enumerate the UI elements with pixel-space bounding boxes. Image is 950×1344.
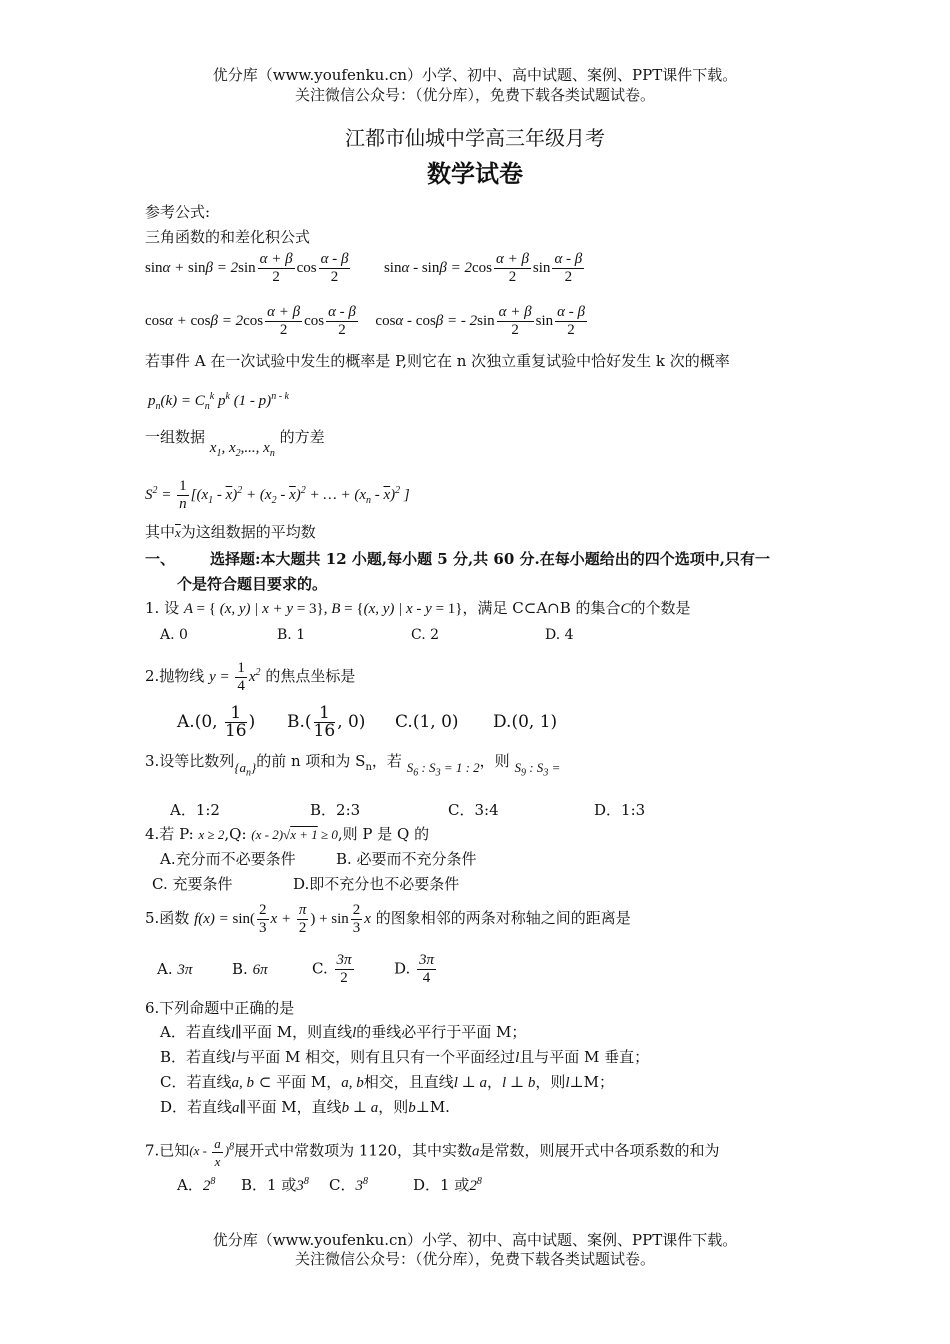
q6-b-part2: 与平面 M 相交，则有且只有一个平面经过 <box>235 1048 516 1066</box>
condition-q: (x - 2)√x + 1 ≥ 0 <box>251 827 338 842</box>
footer-line-2: 关注微信公众号：（优分库），免费下载各类试题试卷。 <box>294 1250 655 1268</box>
q6-c-part5: ⊥M； <box>569 1073 614 1091</box>
q6-a-part2: ∥平面 M，则直线 <box>235 1023 353 1041</box>
q5-option-b[interactable]: B. 6π <box>232 959 268 978</box>
line-l: l <box>352 1025 357 1041</box>
question-7-options <box>177 1173 482 1195</box>
q6-d-part4: ⊥M. <box>415 1098 450 1116</box>
question-3-options <box>170 801 645 819</box>
q2-option-a[interactable]: A.(0, $\frac{1}{16}$ ) <box>177 703 256 741</box>
q1-end: 的个数是 <box>630 599 691 617</box>
section-instructions-line1: 选择题:本大题共 12 小题,每小题 5 分,共 60 分.在每小题给出的四个选项中,只有一 <box>210 550 770 568</box>
variance-formula: $S^2$ = $\frac{1}{n}$ [$(x_1 - \overline{x})^2 + (x_2 - \overline{x})^2$ + … + $(x_n - \overline{x})^2$ ] <box>145 478 410 512</box>
variance-text <box>145 428 325 459</box>
constant-a: a <box>472 1143 480 1160</box>
q3-mid2: ，若 <box>371 752 402 770</box>
q5-suffix: 的图象相邻的两条对称轴之间的距离是 <box>375 908 631 927</box>
line-a: a <box>232 1100 240 1116</box>
trig-heading: 三角函数的和差化积公式 <box>145 228 311 246</box>
q6-option-c[interactable]: C．若直线a, b ⊂ 平面 M，a, b相交，且直线l ⊥ a，l ⊥ b，则l⊥M； <box>160 1073 614 1091</box>
formula-heading: 参考公式: <box>145 203 211 221</box>
q6-b-part3: 且与平面 M 垂直； <box>519 1048 650 1066</box>
q5-label-c: C. <box>312 959 328 978</box>
sum-to-product-formula-1: sinα + sinβ = 2sin $\frac{\alpha + \beta}{2}$ cos $\frac{\alpha - \beta}{2}$ sinα - sinβ = 2cos $\frac{\alpha + \beta}{2}$ sin $\frac{\alpha - \beta}{2}$ <box>145 251 583 285</box>
q6-c-part1: C．若直线 <box>160 1073 232 1091</box>
ratio-s9-s3: $S_9$ : $S_3$ = <box>514 760 561 779</box>
question-2-stem <box>145 660 355 695</box>
q5-option-c[interactable]: C. $\frac{3\pi}{2}$ <box>312 952 352 986</box>
q6-option-d[interactable] <box>160 1098 450 1117</box>
q7-option-b[interactable]: B．1 或$3^8$ <box>241 1176 309 1194</box>
q6-a-part3: 的垂线必平行于平面 M； <box>356 1023 527 1041</box>
question-3-stem <box>145 752 560 777</box>
q4-option-a[interactable]: A.充分而不必要条件 <box>160 850 296 868</box>
footer-line-1: 优分库（www.youfenku.cn）小学、初中、高中试题、案例、PPT课件下载。 <box>212 1231 738 1249</box>
variance-text-b: 的方差 <box>279 428 325 446</box>
exam-title: 江都市仙城中学高三年级月考 <box>345 126 605 150</box>
q3-sub: n <box>365 762 372 773</box>
line-l: l <box>565 1075 570 1091</box>
q6-a-part1: A．若直线 <box>160 1023 231 1041</box>
probability-text: 若事件 A 在一次试验中发生的概率是 P,则它在 n 次独立重复试验中恰好发生 k 次的概率 <box>145 352 730 370</box>
mean-symbol: $\overline{x}$ <box>175 525 181 540</box>
q3-option-d[interactable]: D．1:3 <box>594 801 646 819</box>
q7-suffix2: 是常数，则展开式中各项系数的和为 <box>479 1141 720 1160</box>
q1-option-b[interactable]: B. 1 <box>277 627 306 643</box>
q1-option-a[interactable]: A. 0 <box>160 627 188 643</box>
line-l: l <box>230 1025 236 1041</box>
q6-d-part1: D．若直线 <box>160 1098 233 1116</box>
q6-option-b[interactable] <box>160 1048 649 1067</box>
q6-c-part2: ⊂ 平面 M， <box>258 1073 342 1091</box>
line-b: b <box>408 1100 416 1116</box>
q4-option-d[interactable]: D.即不充分也不必要条件 <box>293 875 460 893</box>
q5-label-b: B. <box>232 959 248 978</box>
question-1-stem <box>145 599 691 618</box>
q7-suffix: 展开式中常数项为 1120，其中实数 <box>234 1141 473 1160</box>
q4-suffix: ,则 P 是 Q 的 <box>337 825 430 843</box>
q7-option-a[interactable]: A．$2^8$ <box>177 1176 216 1194</box>
perp-l-b: l ⊥ b <box>502 1075 536 1091</box>
perp-l-a: l ⊥ a <box>453 1075 488 1091</box>
question-7-stem <box>145 1135 720 1170</box>
lines-a-b: a, b <box>231 1075 254 1091</box>
q2-label-c: C. <box>395 712 413 732</box>
function-definition: f(x) = sin( $\frac{2}{3}$ x + $\frac{\pi}{2}$ ) + sin $\frac{2}{3}$ x <box>194 902 371 936</box>
q7-label-d: D．1 或 <box>413 1176 470 1194</box>
q3-prefix: 3.设等比数列 <box>145 752 235 770</box>
exam-subject: 数学试卷 <box>427 159 523 188</box>
q5-label-a: A. <box>157 959 173 978</box>
q2-prefix: 2.抛物线 <box>145 666 205 685</box>
question-1-options <box>160 626 574 644</box>
q3-option-b[interactable]: B．2:3 <box>310 801 361 819</box>
header-line-1: 优分库（www.youfenku.cn）小学、初中、高中试题、案例、PPT课件下载。 <box>212 66 738 84</box>
set-a-definition: A = { (x, y) | x + y = 3}, B = {(x, y) | x - y = 1} <box>183 601 463 617</box>
question-6-stem: 6.下列命题中正确的是 <box>145 999 295 1017</box>
q2-option-b[interactable]: B.( $\frac{1}{16}$ , 0) <box>287 703 366 741</box>
q5-label-d: D. <box>394 959 411 978</box>
sum-to-product-formula-2: cosα + cosβ = 2cos $\frac{\alpha + \beta}{2}$ cos $\frac{\alpha - \beta}{2}$ cosα - cosβ = - 2sin $\frac{\alpha + \beta}{2}$ sin $\frac{\alpha - \beta}{2}$ <box>145 304 585 338</box>
header-line-2: 关注微信公众号：（优分库），免费下载各类试题试卷。 <box>294 86 655 104</box>
q4-prefix: 4.若 P: <box>145 825 194 843</box>
q2-suffix: 的焦点坐标是 <box>265 666 356 685</box>
binomial-formula: $p_n(k) = C_n^k$ $p^k$ (1 - p)$^{n - k}$ <box>148 391 289 412</box>
q3-option-c[interactable]: C．3:4 <box>448 801 499 819</box>
q1-option-d[interactable]: D. 4 <box>545 627 574 643</box>
q1-prefix: 1. 设 <box>145 599 180 617</box>
q6-d-part2: ∥平面 M，直线 <box>239 1098 342 1116</box>
q4-option-c[interactable]: C. 充要条件 <box>152 875 233 893</box>
q6-c-part3: 相交，且直线 <box>363 1073 454 1091</box>
q2-label-a: A. <box>177 712 195 732</box>
sequence-an: $\{a_n\}$ <box>234 760 257 779</box>
question-2-options <box>177 705 557 740</box>
q5-option-d[interactable]: D. $\frac{3\pi}{4}$ <box>394 952 435 986</box>
question-4-options-row1 <box>160 850 477 868</box>
q4-option-b[interactable]: B. 必要而不充分条件 <box>336 850 477 868</box>
q3-mid1: 的前 n 项和为 S <box>256 752 366 770</box>
question-4-stem <box>145 825 429 844</box>
question-4-options-row2 <box>152 875 459 893</box>
q1-option-c[interactable]: C. 2 <box>411 627 440 643</box>
q2-option-c[interactable]: C.(1, 0) <box>395 712 459 732</box>
q6-d-part3: ，则 <box>378 1098 409 1116</box>
condition-p: x ≥ 2 <box>198 827 225 842</box>
data-set-formula: $x_1$, $x_2$,..., $x_n$ <box>209 440 275 459</box>
q6-option-a[interactable] <box>160 1023 526 1042</box>
question-5-options <box>157 952 438 987</box>
q7-label-b: B．1 或 <box>241 1176 297 1194</box>
q3-mid3: ，则 <box>479 752 510 770</box>
section-instructions-line2: 个是符合题目要求的。 <box>177 575 328 593</box>
q1-mid: ，满足 C⊂A∩B 的集合 <box>462 599 621 617</box>
q2-label-b: B. <box>287 712 305 732</box>
q6-c-part4: ，则 <box>535 1073 566 1091</box>
mean-text <box>145 523 316 542</box>
set-c-symbol: C <box>620 601 631 617</box>
q2-option-d[interactable]: D.(0, 1) <box>493 712 558 732</box>
q7-label-c: C． <box>329 1176 356 1194</box>
line-l: l <box>231 1050 236 1066</box>
parabola-equation: y = $\frac{1}{4}$ $x^2$ <box>209 660 261 694</box>
q5-prefix: 5.函数 <box>145 908 190 927</box>
q7-option-c[interactable]: C．$3^8$ <box>329 1176 368 1194</box>
ratio-s6-s3: $S_6$ : $S_3 = 1$ : 2 <box>406 760 480 779</box>
q5-option-a[interactable]: A. 3π <box>157 959 193 978</box>
q7-prefix: 7.已知 <box>145 1141 190 1160</box>
mean-text-a: 其中 <box>145 523 176 541</box>
line-l: l <box>515 1050 520 1066</box>
binomial-expression: (x - $\frac{a}{x}$ )$^8$ <box>189 1136 235 1169</box>
q3-option-a[interactable]: A．1:2 <box>170 801 220 819</box>
q2-label-d: D. <box>493 712 512 732</box>
q6-b-part1: B．若直线 <box>160 1048 232 1066</box>
q4-mid: ,Q: <box>224 825 247 843</box>
q7-option-d[interactable]: D．1 或$2^8$ <box>413 1176 482 1194</box>
section-number: 一、 <box>145 550 176 568</box>
perp-b-a: b ⊥ a <box>341 1100 379 1116</box>
variance-text-a: 一组数据 <box>145 428 206 446</box>
mean-text-b: 为这组数据的平均数 <box>180 523 316 541</box>
q7-label-a: A． <box>177 1176 203 1194</box>
lines-a-b: a, b <box>341 1075 364 1091</box>
question-5-stem <box>145 902 631 937</box>
